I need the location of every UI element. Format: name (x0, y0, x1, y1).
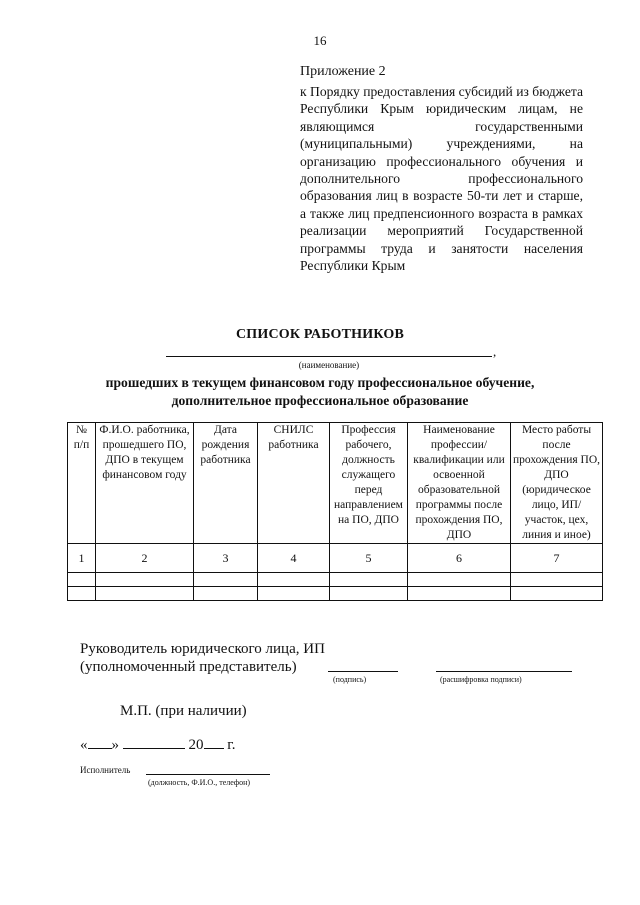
table-row (68, 587, 603, 601)
column-number-cell: 5 (330, 544, 408, 573)
column-number-cell: 6 (408, 544, 511, 573)
date-row (80, 736, 235, 754)
table-cell[interactable] (408, 573, 511, 587)
executor-label: Исполнитель (80, 765, 131, 775)
header-cell-snils: СНИЛС работника (258, 423, 330, 544)
table-header-row (68, 423, 603, 544)
workers-table (67, 422, 603, 601)
organization-name-hint: (наименование) (298, 360, 360, 370)
date-day-field[interactable] (88, 736, 112, 749)
subtitle-line-1: прошедших в текущем финансовом году профессиональное обучение, (105, 375, 535, 390)
column-number-cell: 7 (511, 544, 603, 573)
stamp-label: М.П. (при наличии) (120, 703, 247, 719)
document-subtitle (0, 374, 640, 410)
table-cell[interactable] (330, 573, 408, 587)
signature-line[interactable] (328, 671, 398, 672)
header-cell-workplace-after: Место работы после прохождения ПО, ДПО (юридическое лицо, ИП/ участок, цех, линия и иное) (511, 423, 603, 544)
column-number-cell: 1 (68, 544, 96, 573)
column-number-cell: 2 (96, 544, 194, 573)
page-number: 16 (313, 33, 327, 48)
date-year-suffix: г. (227, 737, 236, 753)
table-row (68, 573, 603, 587)
table-cell[interactable] (258, 587, 330, 601)
column-number-cell: 4 (258, 544, 330, 573)
date-open-quote: « (80, 737, 88, 753)
table-cell[interactable] (194, 573, 258, 587)
signature-decode-hint: (расшифровка подписи) (440, 675, 522, 684)
table-cell[interactable] (408, 587, 511, 601)
header-cell-qualification-after: Наименование профессии/ квалификации или освоенной образовательной программы после прохождения ПО, ДПО (408, 423, 511, 544)
table-cell[interactable] (258, 573, 330, 587)
header-cell-birth-date: Дата рождения работника (194, 423, 258, 544)
signature-hint: (подпись) (333, 675, 367, 684)
table-cell[interactable] (68, 587, 96, 601)
table-cell[interactable] (511, 573, 603, 587)
signature-decode-line[interactable] (436, 671, 572, 672)
header-cell-fio: Ф.И.О. работника, прошедшего ПО, ДПО в текущем финансовом году (96, 423, 194, 544)
table-cell[interactable] (96, 587, 194, 601)
table-cell[interactable] (511, 587, 603, 601)
subtitle-line-2: дополнительное профессиональное образование (171, 393, 469, 408)
signer-representative: (уполномоченный представитель) (80, 659, 297, 675)
header-cell-number: № п/п (68, 423, 96, 544)
table-cell[interactable] (68, 573, 96, 587)
appendix-title: Приложение 2 (300, 64, 386, 79)
appendix-text: к Порядку предоставления субсидий из бюджета Республики Крым юридическим лицам, не являющимся государственными (муниципальными) учреждениями, на организацию профессионального обучения и дополнительного профессионального образования лиц в возрасте 50-ти лет и старше, а также лиц предпенсионного возраста в рамках реализации мероприятий Государственной программы труда и занятости населения Республики Крым (300, 84, 583, 274)
date-month-field[interactable] (123, 736, 185, 749)
date-year-field[interactable] (204, 736, 224, 749)
signer-title: Руководитель юридического лица, ИП (80, 641, 325, 657)
organization-name-comma: , (493, 344, 497, 359)
organization-name-line (166, 356, 492, 357)
executor-hint: (должность, Ф.И.О., телефон) (148, 778, 251, 787)
table-cell[interactable] (330, 587, 408, 601)
table-cell[interactable] (96, 573, 194, 587)
table-cell[interactable] (194, 587, 258, 601)
date-year-prefix: 20 (188, 737, 204, 753)
executor-line[interactable] (146, 774, 270, 775)
table-column-numbers-row (68, 544, 603, 573)
document-title: СПИСОК РАБОТНИКОВ (235, 327, 404, 342)
column-number-cell: 3 (194, 544, 258, 573)
date-close-quote: » (111, 737, 119, 753)
header-cell-profession-before: Профессия рабочего, должность служащего перед направлением на ПО, ДПО (330, 423, 408, 544)
